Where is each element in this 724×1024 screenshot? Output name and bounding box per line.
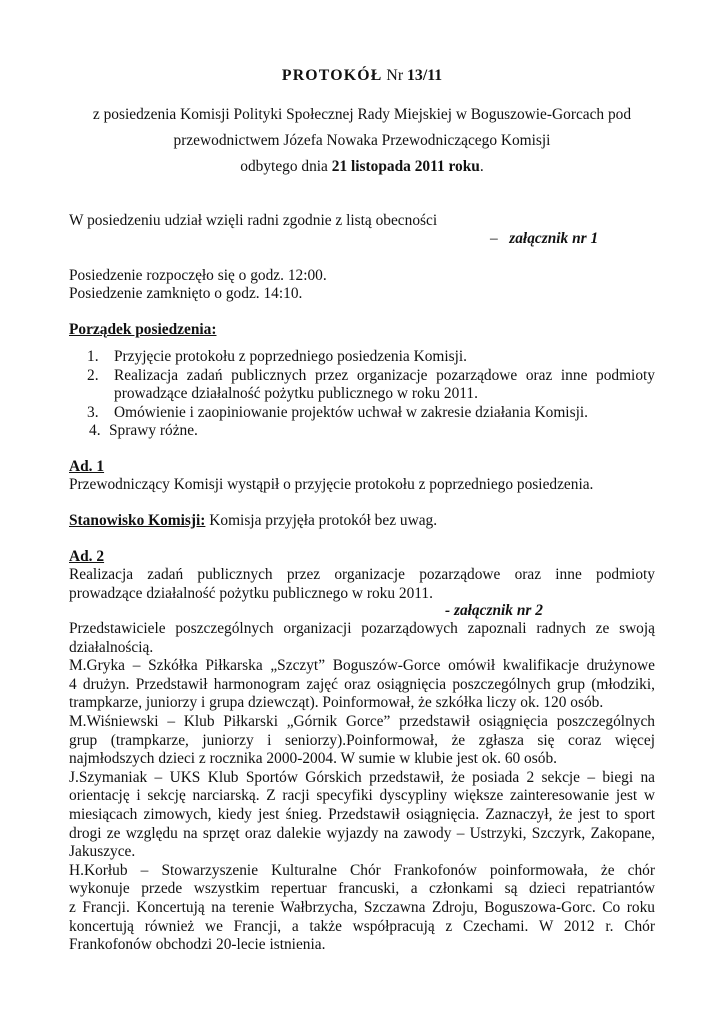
stance-text: Komisja przyjęła protokół bez uwag. bbox=[209, 512, 438, 529]
agenda-item: 2. Realizacja zadań publicznych przez organizacje pozarządowe oraz inne podmioty prowadzące działalność pożytku publicznego w roku 2011. bbox=[87, 366, 655, 403]
start-time: Posiedzenie rozpoczęło się o godz. 12:00. bbox=[69, 267, 327, 284]
subtitle-line-3 bbox=[0, 158, 724, 177]
stance-label: Stanowisko Komisji: bbox=[69, 512, 206, 529]
ad2-body bbox=[69, 620, 655, 955]
ad2-intro: Realizacja zadań publicznych przez organizacje pozarządowe oraz inne podmioty prowadzące działalność pożytku publicznego w roku 2011. bbox=[69, 566, 655, 602]
attachment-2-label: - załącznik nr 2 bbox=[445, 602, 543, 619]
szkolka-szczyt-paragraph: M.Gryka – Szkółka Piłkarska „Szczyt” Boguszów-Gorce omówił kwalifikacje drużynowe 4 drużyn. Przedstawił harmonogram zajęć oraz osiągnięcia poszczególnych grup (młodziki, trampkarze, juniorzy i grupa dziewcząt). Poinformował, że szkółka liczy ok. 120 osób. bbox=[69, 657, 655, 712]
attendance-attachment bbox=[490, 230, 598, 249]
agenda-item: 1. Przyjęcie protokołu z poprzedniego posiedzenia Komisji. bbox=[87, 348, 468, 365]
subtitle-line-2: przewodnictwem Józefa Nowaka Przewodniczącego Komisji bbox=[173, 132, 551, 149]
chor-frankofonow-paragraph: H.Korłub – Stowarzyszenie Kulturalne Chór Frankofonów poinformowała, że chór wykonuje przede wszystkim repertuar francuski, a członkami są dzieci repatriantów z Francji. Koncertują na terenie Wałbrzycha, Szczawna Zdroju, Boguszowa-Gorc. Co roku koncertują również we Francji, a także współpracują z Czechami. W 2012 r. Chór Frankofonów obchodzi 20-lecie istnienia. bbox=[69, 861, 655, 954]
title-nr-prefix: Nr bbox=[386, 67, 404, 84]
uks-paragraph: J.Szymaniak – UKS Klub Sportów Górskich przedstawił, że posiada 2 sekcje – biegi na orientację i sekcję narciarską. Z racji specyfiki dyscypliny większe zainteresowanie jest w miesiącach zimowych, kiedy jest śnieg. Przedstawił osiągnięcia. Zaznaczył, że jest to sport drogi ze względu na sprzęt oraz dalekie wyjazdy na zawody – Ustrzyki, Szczyrk, Zakopane, Jakuszyce. bbox=[69, 768, 655, 861]
attachment-dash: – bbox=[490, 230, 498, 247]
ad2-heading: Ad. 2 bbox=[69, 548, 105, 565]
attachment-1-label: załącznik nr 1 bbox=[509, 230, 599, 247]
title-nr: 13/11 bbox=[407, 67, 443, 84]
organizations-intro-paragraph: Przedstawiciele poszczególnych organizacji pozarządowych zapoznali radnych ze swoją działalnością. bbox=[69, 620, 655, 656]
end-time: Posiedzenie zamknięto o godz. 14:10. bbox=[69, 285, 303, 302]
ad1-text: Przewodniczący Komisji wystąpił o przyjęcie protokołu z poprzedniego posiedzenia. bbox=[69, 476, 594, 493]
meeting-date-prefix: odbytego dnia bbox=[240, 158, 328, 175]
ad1-heading: Ad. 1 bbox=[69, 458, 105, 475]
agenda-list bbox=[69, 348, 655, 441]
meeting-date-suffix: . bbox=[479, 158, 484, 175]
attendance-text: W posiedzeniu udział wzięli radni zgodnie z listą obecności bbox=[69, 212, 438, 229]
document-title bbox=[0, 67, 724, 86]
agenda-item: 3. Omówienie i zaopiniowanie projektów uchwał w zakresie działania Komisji. bbox=[87, 403, 588, 421]
title-word: PROTOKÓŁ bbox=[281, 67, 383, 84]
ad1-stance bbox=[69, 512, 655, 531]
agenda-item: 4. Sprawy różne. bbox=[89, 422, 198, 440]
agenda-heading: Porządek posiedzenia: bbox=[69, 321, 217, 338]
gornik-gorce-paragraph: M.Wiśniewski – Klub Piłkarski „Górnik Gorce” przedstawił osiągnięcia poszczególnych grup (trampkarze, juniorzy i seniorzy).Poinformował, że zgłasza się coraz więcej najmłodszych dzieci z rocznika 2000-2004. W sumie w klubie jest ok. 60 osób. bbox=[69, 712, 655, 768]
meeting-date: 21 listopada 2011 roku bbox=[331, 158, 480, 175]
subtitle-line-1: z posiedzenia Komisji Polityki Społecznej Rady Miejskiej w Boguszowie-Gorcach pod bbox=[92, 106, 632, 123]
